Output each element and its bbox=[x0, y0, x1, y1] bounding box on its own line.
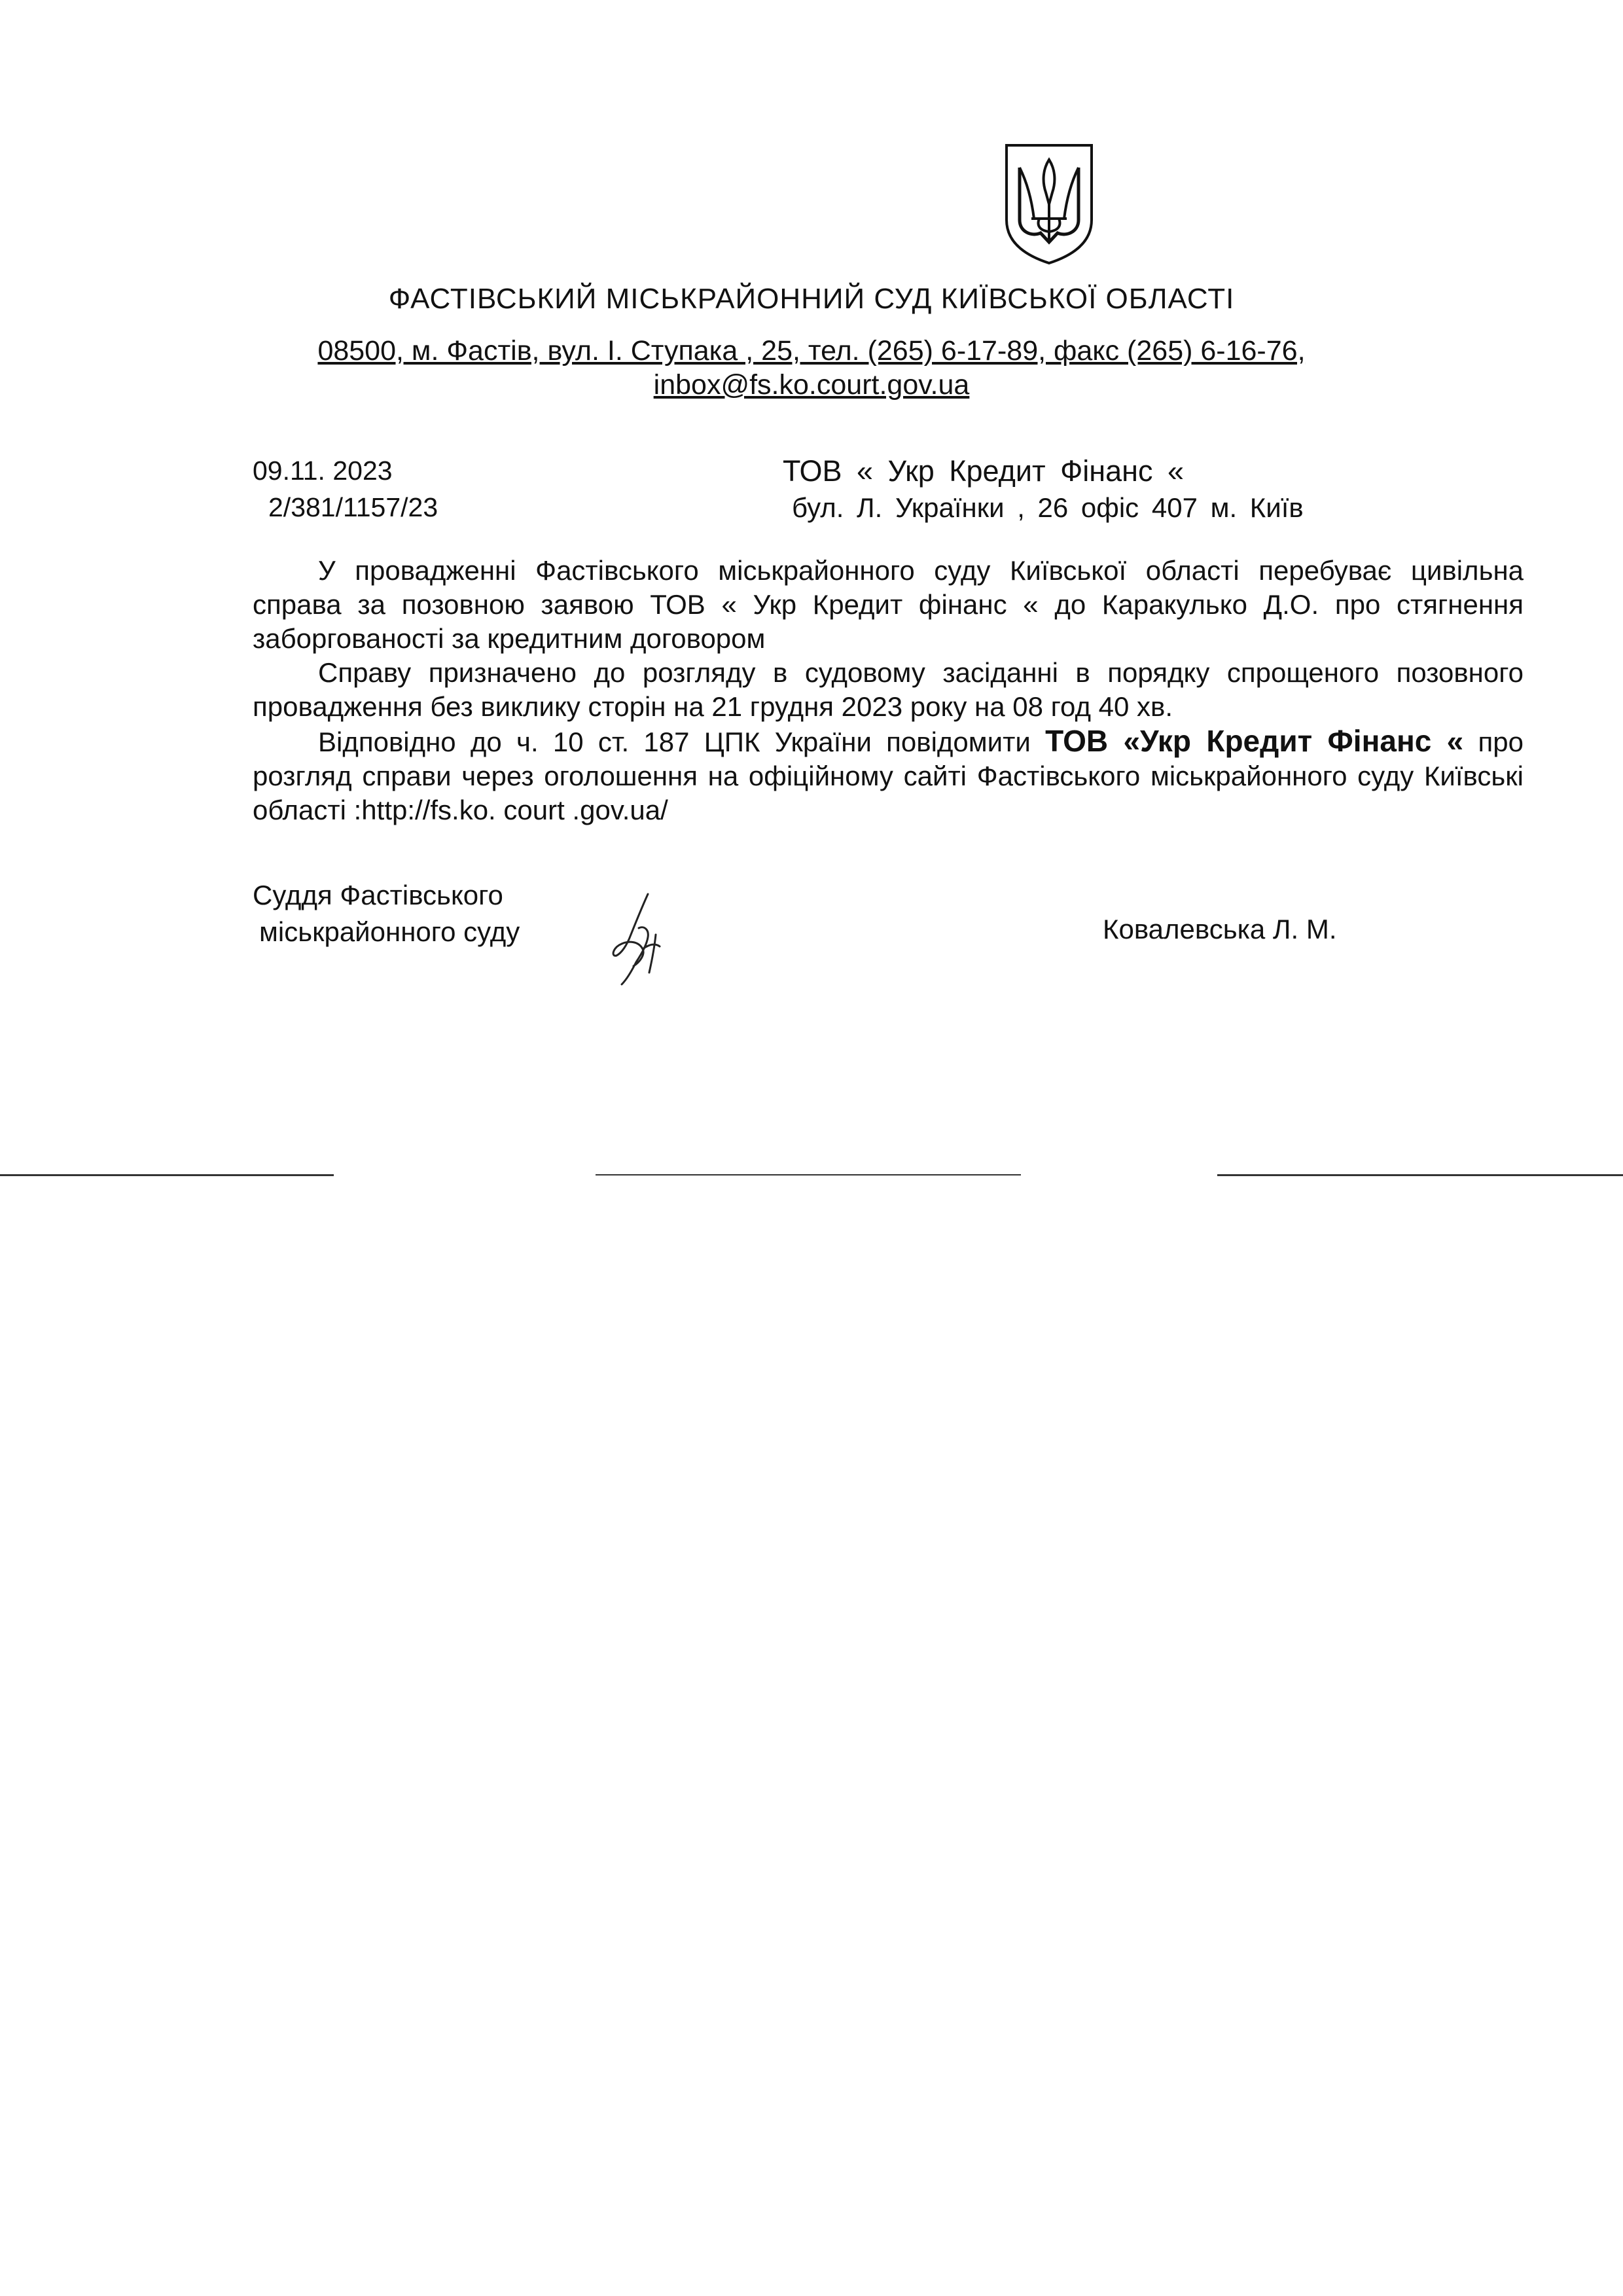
letter-body bbox=[253, 554, 1524, 827]
court-address: 08500, м. Фастів, вул. І. Ступака , 25, тел. (265) 6-17-89, факс (265) 6-16-76, bbox=[317, 335, 1306, 367]
notice-company: ТОВ «Укр Кредит Фінанс « bbox=[1045, 724, 1464, 758]
scan-divider-line bbox=[0, 1174, 334, 1176]
notice-end: про розгляд справи через оголошення на офіційному сайті Фастівського міськрайонного суду Київські області :http://fs.ko. court .gov.ua/ bbox=[253, 726, 1524, 825]
scan-divider-line bbox=[596, 1174, 1021, 1175]
judge-title-line2: міськрайонного суду bbox=[259, 916, 520, 947]
handwritten-signature-icon bbox=[602, 889, 674, 987]
scan-divider-line bbox=[1217, 1174, 1623, 1176]
court-email-link[interactable]: inbox@fs.ko.court.gov.ua bbox=[653, 369, 970, 401]
coat-of-arms-icon bbox=[1000, 141, 1098, 266]
paragraph-notice bbox=[253, 724, 1524, 827]
case-reference: 2/381/1157/23 bbox=[268, 492, 438, 522]
document-date: 09.11. 2023 bbox=[253, 456, 393, 486]
judge-name: Ковалевська Л. М. bbox=[1103, 914, 1337, 944]
paragraph-hearing: Справу призначено до розгляду в судовому засіданні в порядку спрощеного позовного провадження без виклику сторін на 21 грудня 2023 року на 08 год 40 хв. bbox=[253, 657, 1524, 722]
judge-title bbox=[253, 877, 520, 950]
recipient-name: ТОВ « Укр Кредит Фінанс « bbox=[783, 454, 1185, 488]
paragraph-case: У провадженні Фастівського міськрайонного суду Київської області перебуває цивільна справа за позовною заявою ТОВ « Укр Кредит фінанс « до Каракулько Д.О. про стягнення заборгованості за кредитним договором bbox=[253, 555, 1524, 654]
judge-title-line1: Суддя Фастівського bbox=[253, 880, 503, 910]
court-name: ФАСТІВСЬКИЙ МІСЬКРАЙОННИЙ СУД КИЇВСЬКОЇ ОБЛАСТІ bbox=[388, 283, 1235, 315]
notice-start: Відповідно до ч. 10 ст. 187 ЦПК України повідомити bbox=[318, 726, 1046, 757]
recipient-address: бул. Л. Українки , 26 офіс 407 м. Київ bbox=[792, 492, 1304, 523]
